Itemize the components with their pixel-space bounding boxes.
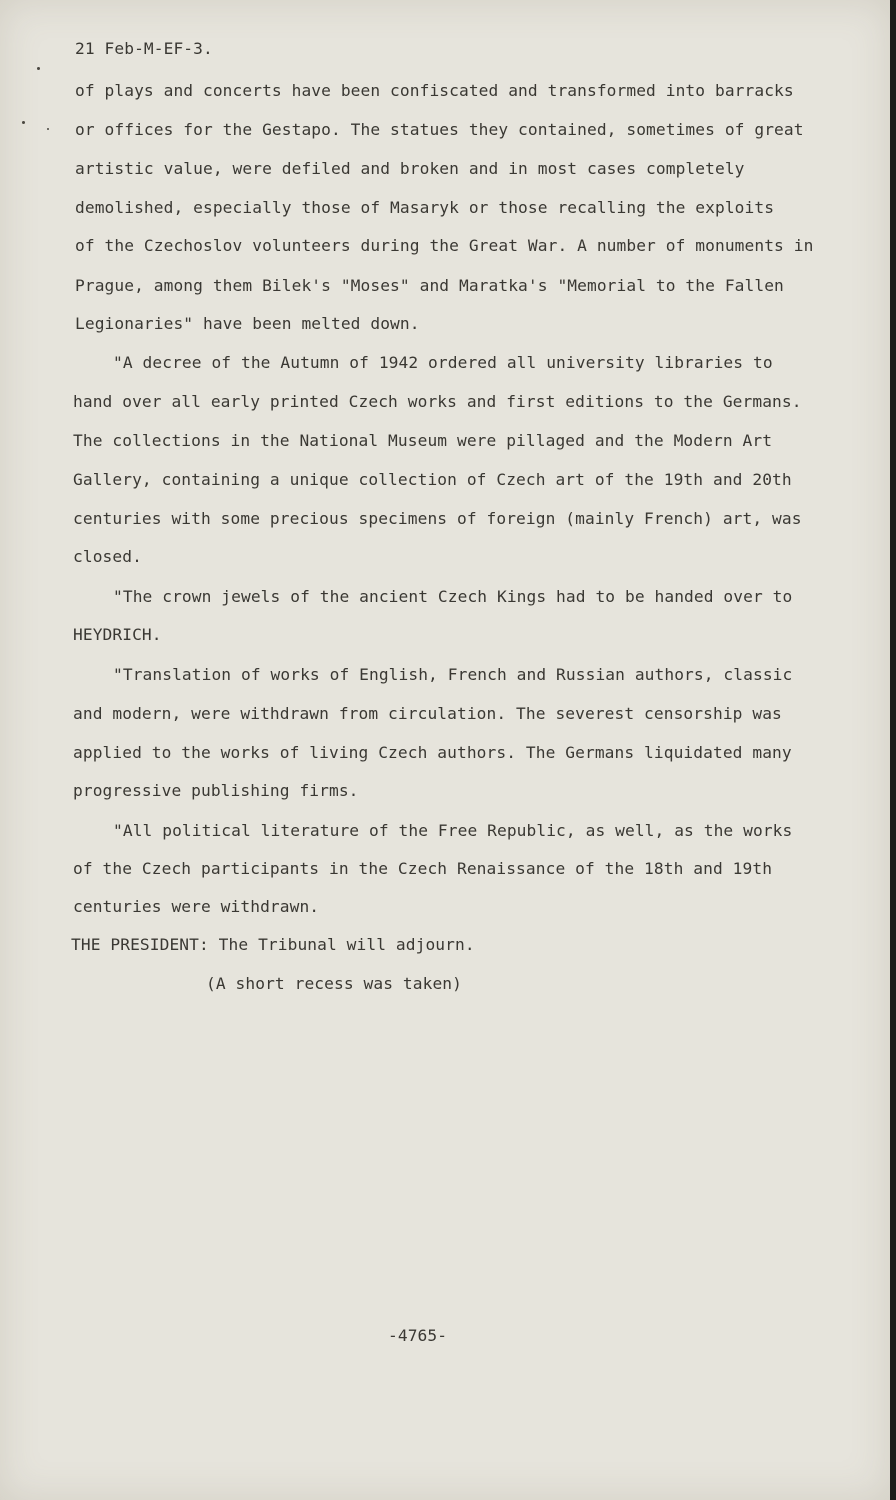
text-line: applied to the works of living Czech authors. The Germans liquidated many [73, 743, 792, 762]
paper-speck [37, 67, 40, 70]
text-line: centuries with some precious specimens of foreign (mainly French) art, was [73, 509, 802, 528]
text-line: "A decree of the Autumn of 1942 ordered all university libraries to [113, 353, 773, 372]
text-line: Prague, among them Bilek's "Moses" and Maratka's "Memorial to the Fallen [75, 276, 784, 295]
text-line: of the Czechoslov volunteers during the Great War. A number of monuments in [75, 236, 814, 255]
text-line: and modern, were withdrawn from circulation. The severest censorship was [73, 704, 782, 723]
president-statement: THE PRESIDENT: The Tribunal will adjourn. [71, 935, 475, 954]
paper-speck [47, 128, 49, 130]
text-line: "Translation of works of English, French and Russian authors, classic [113, 665, 793, 684]
text-line: closed. [73, 547, 142, 566]
text-line: progressive publishing firms. [73, 781, 359, 800]
text-line: HEYDRICH. [73, 625, 162, 644]
text-line: "All political literature of the Free Republic, as well, as the works [113, 821, 793, 840]
page-number: -4765- [388, 1326, 448, 1345]
text-line: Legionaries" have been melted down. [75, 314, 420, 333]
text-line: Gallery, containing a unique collection of Czech art of the 19th and 20th [73, 470, 792, 489]
text-line: hand over all early printed Czech works and first editions to the Germans. [73, 392, 802, 411]
text-line: centuries were withdrawn. [73, 897, 320, 916]
text-line: The collections in the National Museum were pillaged and the Modern Art [73, 431, 773, 450]
scan-edge [890, 0, 896, 1500]
paper-speck [22, 121, 25, 124]
text-line: demolished, especially those of Masaryk or those recalling the exploits [75, 198, 775, 217]
text-line: artistic value, were defiled and broken and in most cases completely [75, 159, 745, 178]
header-reference: 21 Feb-M-EF-3. [75, 39, 213, 58]
recess-note: (A short recess was taken) [206, 974, 462, 993]
text-line: "The crown jewels of the ancient Czech Kings had to be handed over to [113, 587, 793, 606]
text-line: of the Czech participants in the Czech Renaissance of the 18th and 19th [73, 859, 773, 878]
text-line: of plays and concerts have been confiscated and transformed into barracks [75, 81, 794, 100]
text-line: or offices for the Gestapo. The statues they contained, sometimes of great [75, 120, 804, 139]
